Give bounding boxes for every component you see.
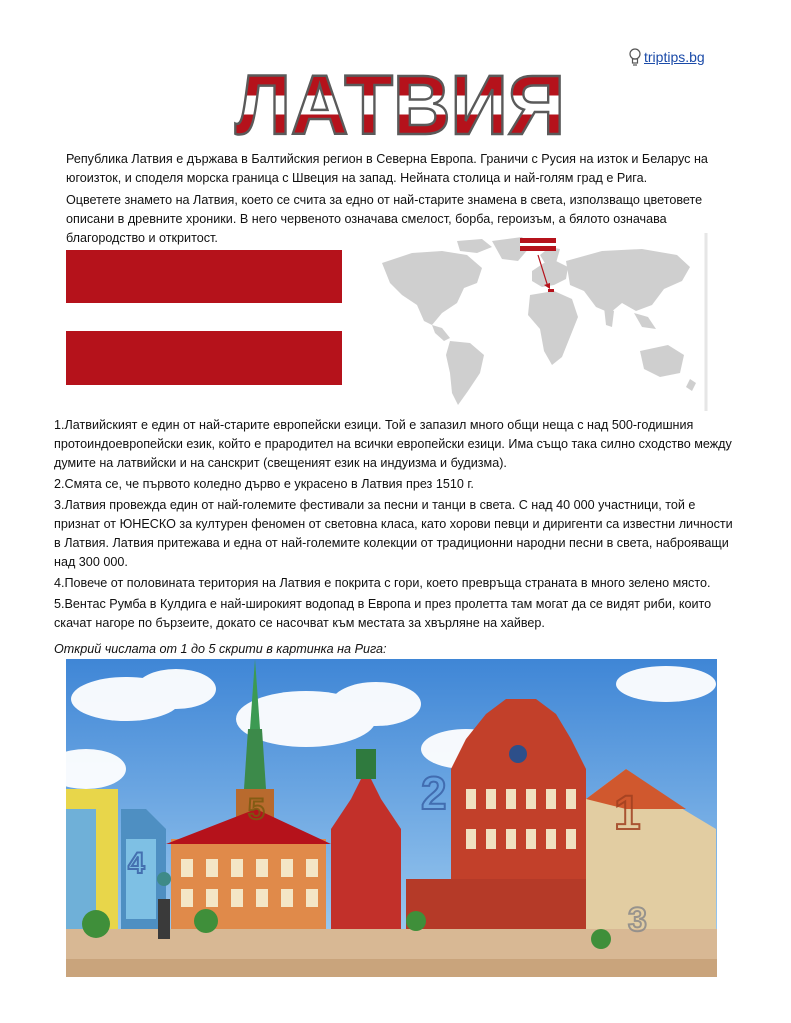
intro-paragraph-1: Република Латвия е държава в Балтийския регион в Северна Европа. Граничи с Русия на изток и Беларус на югоизток, и споделя морска граница с Швеция на запад. Нейната столица и най-голям град е Рига.	[66, 152, 708, 185]
intro-paragraph-2: Оцветете знамето на Латвия, което се счита за едно от най-старите знамена в света, използващо цветовете описани в древните хроники. В него червеното означава смелост, борба, героизъм, а бялото означава благородство и откритост.	[66, 193, 703, 245]
fact-5: 5.Вентас Румба в Кулдига е най-широкият водопад в Европа и през пролетта там могат да се видят риби, които скачат нагоре по бързеите, докато се насочват към местата за хвърляне на хайвер.	[54, 597, 712, 630]
flag-top-band	[66, 250, 342, 303]
hidden-number-4: 4	[128, 847, 145, 880]
title-text: ЛАТВИЯ	[235, 62, 565, 142]
fact-2: 2.Смята се, че първото коледно дърво е украсено в Латвия през 1510 г.	[54, 477, 474, 491]
fact-4: 4.Повече от половината територия на Латвия е покрита с гори, което превръща страната в много зелено място.	[54, 576, 711, 590]
hidden-number-3: 3	[628, 901, 647, 939]
facts-list	[54, 416, 738, 635]
fact-3: 3.Латвия провежда един от най-големите фестивали за песни и танци в света. С над 40 000 участници, той е признат от ЮНЕСКО за културен феномен от световна класа, като хорови певци и диригенти са известни личности в Латвия. Латвия притежава и една от най-големите колекции от традиционни народни песни в света, наброяващи над 300 000.	[54, 498, 733, 569]
page-title	[230, 62, 570, 142]
flag-bottom-band	[66, 331, 342, 385]
lightbulb-icon	[628, 48, 642, 66]
hidden-number-1: 1	[614, 787, 641, 840]
puzzle-prompt: Открий числата от 1 до 5 скрити в картинка на Рига:	[54, 642, 387, 656]
hidden-number-5: 5	[248, 793, 265, 826]
world-map	[372, 233, 710, 411]
brand-text: triptips.bg	[644, 49, 705, 65]
hidden-number-2: 2	[421, 767, 447, 819]
latvia-flag-coloring	[66, 250, 342, 386]
riga-illustration	[66, 659, 717, 977]
fact-1: 1.Латвийският е един от най-старите европейски езици. Той е запазил много общи неща с над 500-годишния протоиндоевропейски език, който е прародител на всички европейски езици. Има също така силно сходство между думите на латвийски и на санскрит (свещеният език на индуизма и будизма).	[54, 418, 732, 470]
brand-link[interactable]	[628, 48, 705, 66]
